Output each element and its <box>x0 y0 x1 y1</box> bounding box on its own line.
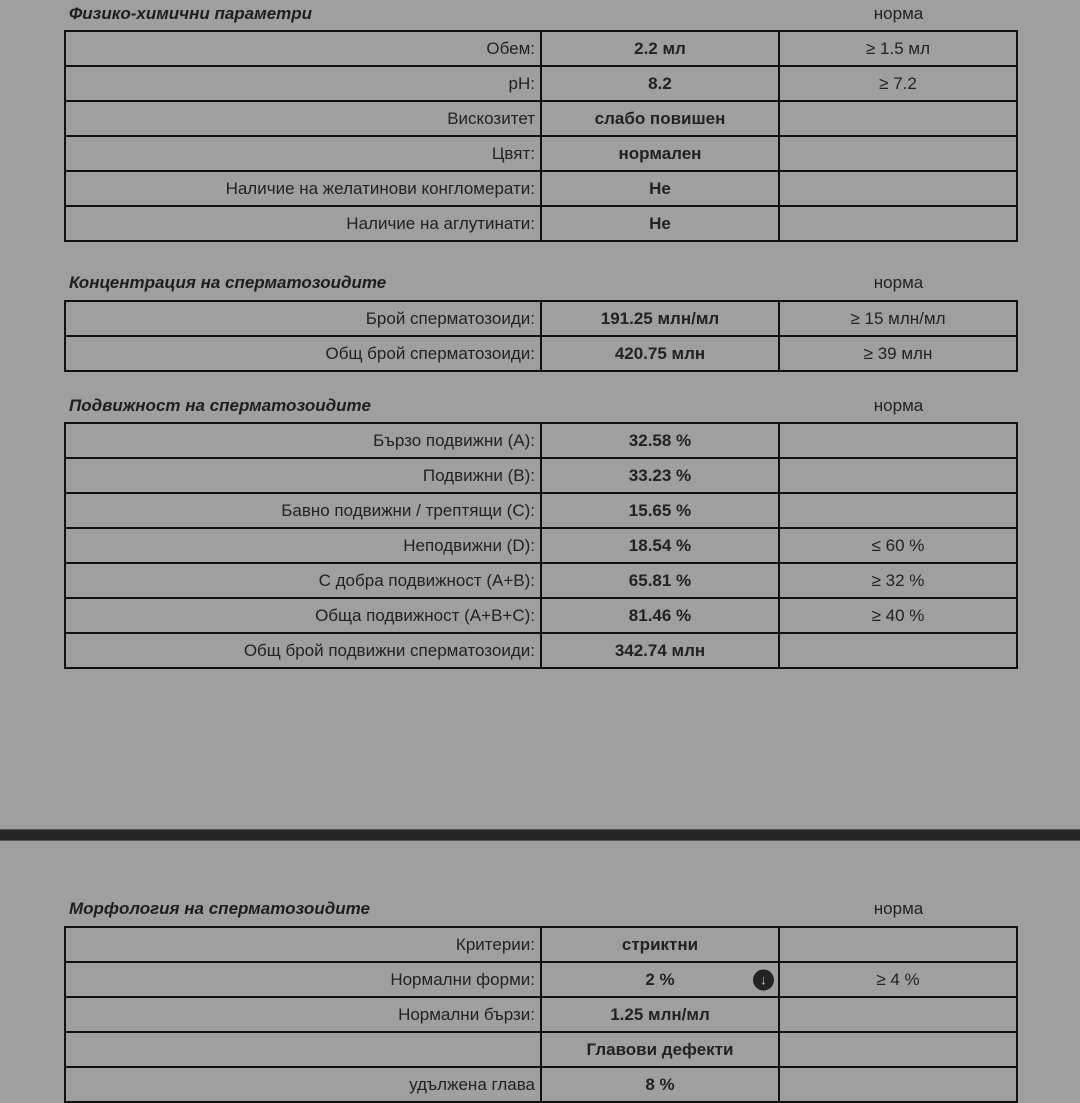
row-label: Общ брой подвижни сперматозоиди: <box>65 633 541 668</box>
row-value: Не <box>541 171 779 206</box>
table-row <box>65 493 1017 528</box>
row-value: 8.2 <box>541 66 779 101</box>
section-title-morphology: Морфология на сперматозоидите <box>69 899 370 918</box>
table-row <box>65 962 1017 997</box>
section-title-physchem: Физико-химични параметри <box>69 4 313 23</box>
row-norm: ≥ 39 млн <box>779 336 1017 371</box>
row-value: 2.2 мл <box>541 31 779 66</box>
page-divider <box>0 829 1080 841</box>
row-value: 191.25 млн/мл <box>541 301 779 336</box>
table-row <box>65 1067 1017 1102</box>
row-norm: ≥ 32 % <box>779 563 1017 598</box>
table-row <box>65 633 1017 668</box>
table-row <box>65 171 1017 206</box>
row-label: Обем: <box>65 31 541 66</box>
row-label: Наличие на аглутинати: <box>65 206 541 241</box>
row-value: 15.65 % <box>541 493 779 528</box>
row-label: Обща подвижност (A+B+C): <box>65 598 541 633</box>
row-value: слабо повишен <box>541 101 779 136</box>
row-label: Наличие на желатинови конгломерати: <box>65 171 541 206</box>
row-label: С добра подвижност (A+B): <box>65 563 541 598</box>
row-value: 420.75 млн <box>541 336 779 371</box>
row-norm <box>779 1032 1017 1067</box>
row-value: нормален <box>541 136 779 171</box>
row-label: удължена глава <box>65 1067 541 1102</box>
arrow-down-circle-icon: ↓ <box>753 969 774 990</box>
table-row <box>65 31 1017 66</box>
table-row <box>65 206 1017 241</box>
row-label: Подвижни (B): <box>65 458 541 493</box>
row-label: Общ брой сперматозоиди: <box>65 336 541 371</box>
table-row <box>65 1032 1017 1067</box>
physchem-table <box>64 30 1018 242</box>
table-row <box>65 136 1017 171</box>
morphology-table <box>64 926 1018 1103</box>
row-norm <box>779 1067 1017 1102</box>
row-norm: ≤ 60 % <box>779 528 1017 563</box>
row-label: Критерии: <box>65 927 541 962</box>
section-title-concentration: Концентрация на сперматозоидите <box>69 273 387 292</box>
norm-header-motility: норма <box>873 396 924 415</box>
row-value: 18.54 % <box>541 528 779 563</box>
row-value: 81.46 % <box>541 598 779 633</box>
row-norm: ≥ 15 млн/мл <box>779 301 1017 336</box>
table-row <box>65 927 1017 962</box>
table-row <box>65 101 1017 136</box>
row-label: Нормални бързи: <box>65 997 541 1032</box>
table-row <box>65 301 1017 336</box>
row-norm: ≥ 4 % <box>779 962 1017 997</box>
norm-header-concentration: норма <box>873 273 924 292</box>
row-norm <box>779 206 1017 241</box>
row-norm <box>779 458 1017 493</box>
table-row <box>65 528 1017 563</box>
row-label: Бързо подвижни (A): <box>65 423 541 458</box>
norm-header-morphology: норма <box>873 899 924 918</box>
row-norm <box>779 136 1017 171</box>
row-value: 8 % <box>541 1067 779 1102</box>
row-value-cell <box>541 962 779 997</box>
row-value: Главови дефекти <box>541 1032 779 1067</box>
row-value: 33.23 % <box>541 458 779 493</box>
row-label: Вискозитет <box>65 101 541 136</box>
motility-table <box>64 422 1018 669</box>
row-label: Цвят: <box>65 136 541 171</box>
row-label: Бавно подвижни / трептящи (C): <box>65 493 541 528</box>
row-value: 1.25 млн/мл <box>541 997 779 1032</box>
row-norm <box>779 171 1017 206</box>
table-row <box>65 66 1017 101</box>
row-norm: ≥ 1.5 мл <box>779 31 1017 66</box>
row-value: 342.74 млн <box>541 633 779 668</box>
row-label <box>65 1032 541 1067</box>
row-value: 65.81 % <box>541 563 779 598</box>
row-norm <box>779 493 1017 528</box>
row-value: Не <box>541 206 779 241</box>
row-norm <box>779 927 1017 962</box>
row-value: стриктни <box>541 927 779 962</box>
row-label: pH: <box>65 66 541 101</box>
section-title-motility: Подвижност на сперматозоидите <box>69 396 371 415</box>
row-label: Неподвижни (D): <box>65 528 541 563</box>
table-row <box>65 563 1017 598</box>
table-row <box>65 336 1017 371</box>
table-row <box>65 997 1017 1032</box>
row-norm <box>779 997 1017 1032</box>
table-row <box>65 423 1017 458</box>
row-norm <box>779 633 1017 668</box>
row-norm: ≥ 40 % <box>779 598 1017 633</box>
row-label: Брой сперматозоиди: <box>65 301 541 336</box>
concentration-table <box>64 300 1018 372</box>
row-norm <box>779 101 1017 136</box>
row-value: 32.58 % <box>541 423 779 458</box>
table-row <box>65 598 1017 633</box>
row-label: Нормални форми: <box>65 962 541 997</box>
table-row <box>65 458 1017 493</box>
norm-header-physchem: норма <box>873 4 924 23</box>
row-value: 2 % <box>645 969 675 989</box>
row-norm: ≥ 7.2 <box>779 66 1017 101</box>
row-norm <box>779 423 1017 458</box>
